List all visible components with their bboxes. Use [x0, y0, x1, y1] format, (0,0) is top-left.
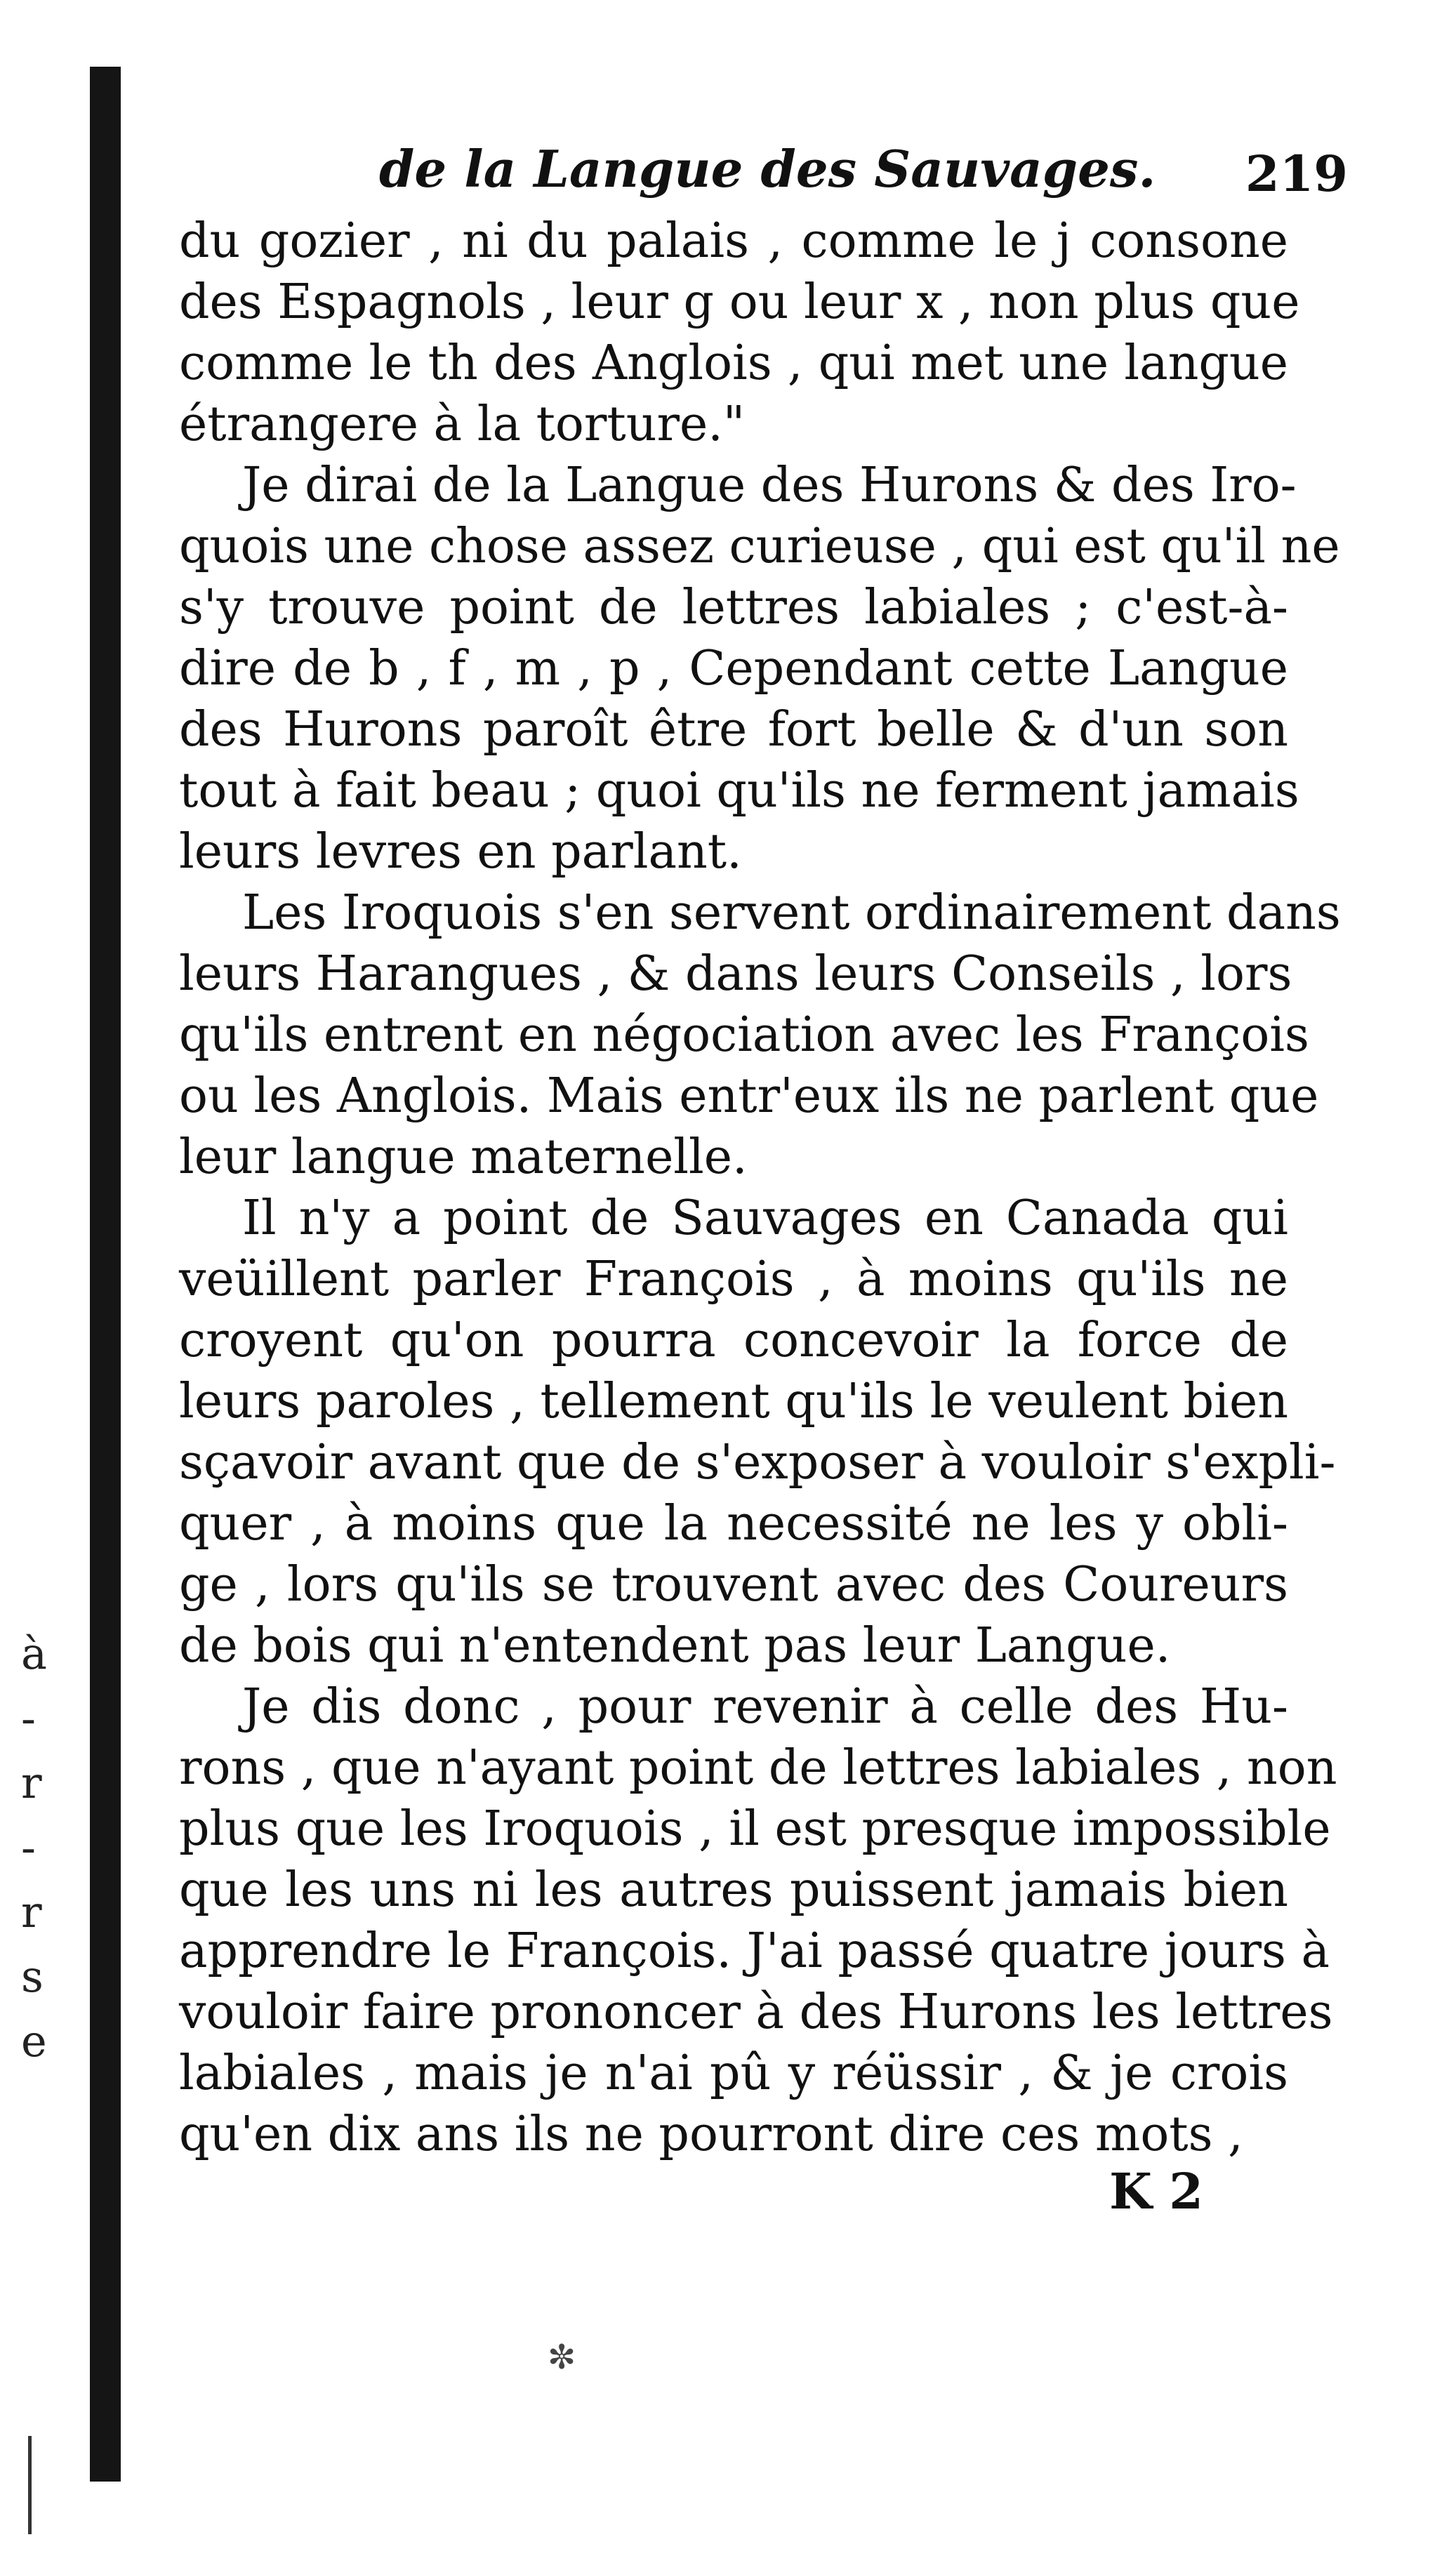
- running-head: [379, 125, 1348, 216]
- text-line: qu'en dix ans ils ne pourront dire ces mots ,: [179, 2107, 1243, 2162]
- binding-gutter: [90, 67, 121, 2482]
- margin-fragment: e: [21, 2015, 47, 2067]
- text-line: plus que les Iroquois , il est presque impossible: [179, 1801, 1331, 1857]
- margin-fragment: r: [21, 1886, 42, 1938]
- text-line: rons , que n'ayant point de lettres labiales , non: [179, 1740, 1337, 1796]
- text-line: Je dis donc , pour revenir à celle des Hu-: [242, 1679, 1288, 1735]
- edge-rule: [28, 2436, 32, 2534]
- ornament-icon: ✼: [548, 2338, 576, 2377]
- text-line: veüillent parler François , à moins qu'ils ne: [179, 1252, 1288, 1307]
- facing-page-fragments: [21, 1622, 63, 2074]
- text-line: s'y trouve point de lettres labiales ; c'est-à-: [179, 580, 1288, 635]
- text-line: labiales , mais je n'ai pû y réüssir , & je crois: [179, 2046, 1288, 2101]
- text-line: vouloir faire prononcer à des Hurons les lettres: [179, 1985, 1333, 2040]
- text-line: quer , à moins que la necessité ne les y obli-: [179, 1496, 1288, 1551]
- text-line: quois une chose assez curieuse , qui est qu'il ne: [179, 519, 1340, 574]
- text-line: Je dirai de la Langue des Hurons & des Iro-: [242, 458, 1297, 513]
- text-line: étrangere à la torture.": [179, 397, 746, 452]
- text-line: des Espagnols , leur g ou leur x , non plus que: [179, 274, 1300, 330]
- text-line: leurs Harangues , & dans leurs Conseils , lors: [179, 946, 1292, 1002]
- page-number: 219: [1245, 145, 1348, 203]
- text-line: ou les Anglois. Mais entr'eux ils ne parlent que: [179, 1068, 1319, 1124]
- text-line: leur langue maternelle.: [179, 1130, 748, 1185]
- margin-fragment: -: [21, 1693, 36, 1744]
- text-line: leurs levres en parlant.: [179, 824, 742, 880]
- margin-fragment: s: [21, 1951, 44, 2002]
- text-line: tout à fait beau ; quoi qu'ils ne ferment jamais: [179, 763, 1299, 819]
- text-line: Il n'y a point de Sauvages en Canada qui: [242, 1191, 1288, 1246]
- text-line: apprendre le François. J'ai passé quatre jours à: [179, 1923, 1330, 1979]
- text-line: du gozier , ni du palais , comme le j consone: [179, 213, 1288, 269]
- text-line: Les Iroquois s'en servent ordinairement dans: [242, 885, 1341, 941]
- margin-fragment: à: [21, 1628, 47, 1679]
- text-line: leurs paroles , tellement qu'ils le veulent bien: [179, 1374, 1288, 1429]
- text-line: que les uns ni les autres puissent jamais bien: [179, 1862, 1288, 1918]
- body-text: [179, 211, 1341, 2165]
- text-line: de bois qui n'entendent pas leur Langue.: [179, 1618, 1171, 1674]
- margin-fragment: r: [21, 1757, 42, 1808]
- text-line: ge , lors qu'ils se trouvent avec des Coureurs: [179, 1557, 1288, 1612]
- text-line: croyent qu'on pourra concevoir la force de: [179, 1313, 1288, 1368]
- text-line: dire de b , f , m , p , Cependant cette Langue: [179, 641, 1288, 696]
- text-line: qu'ils entrent en négociation avec les François: [179, 1007, 1309, 1063]
- text-line: comme le th des Anglois , qui met une langue: [179, 336, 1288, 391]
- text-line: sçavoir avant que de s'exposer à vouloir s'expli-: [179, 1435, 1336, 1490]
- running-head-title: de la Langue des Sauvages.: [379, 139, 1156, 199]
- signature-mark: K 2: [1109, 2162, 1203, 2220]
- text-line: des Hurons paroît être fort belle & d'un son: [179, 702, 1288, 757]
- margin-fragment: -: [21, 1822, 36, 1873]
